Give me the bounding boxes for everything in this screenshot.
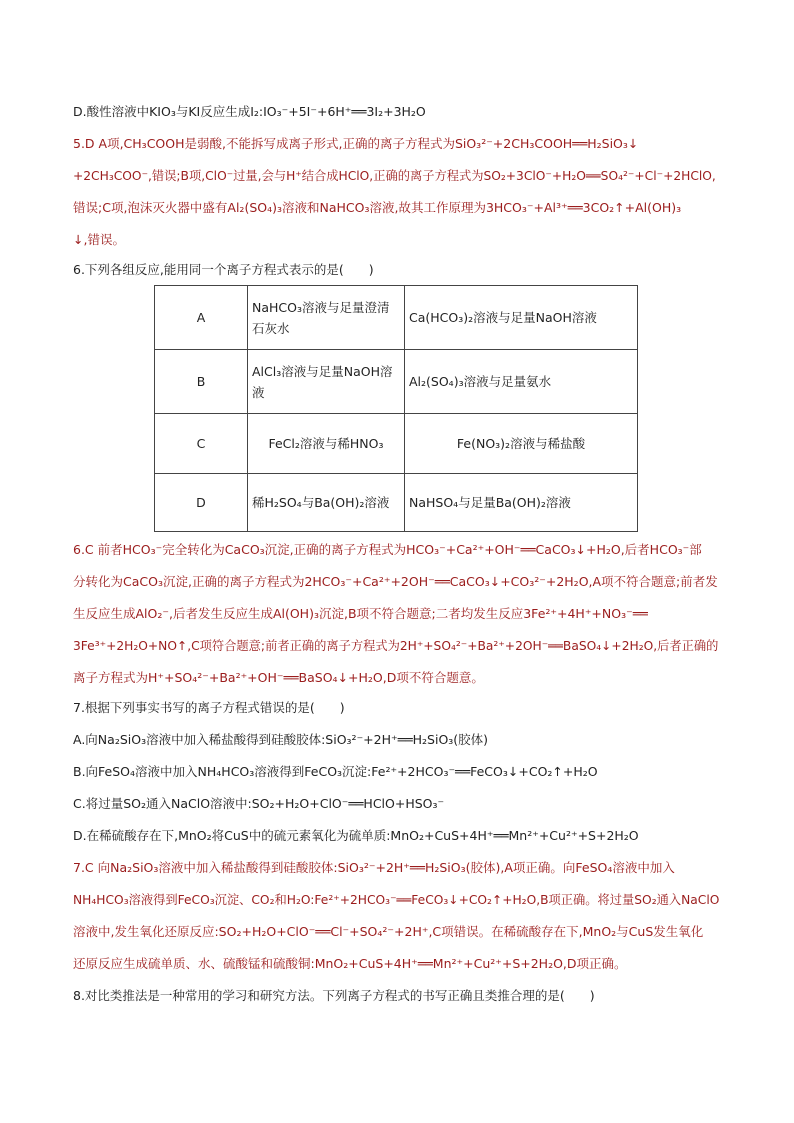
table-row (155, 350, 638, 414)
answer-6-line-1: 6.C 前者HCO₃⁻完全转化为CaCO₃沉淀,正确的离子方程式为HCO₃⁻+Ca²⁺+OH⁻══CaCO₃↓+H₂O,后者HCO₃⁻部 (73, 542, 702, 557)
question-6-stem: 6.下列各组反应,能用同一个离子方程式表示的是( ) (73, 262, 374, 277)
question-7-option-d: D.在稀硫酸存在下,MnO₂将CuS中的硫元素氧化为硫单质:MnO₂+CuS+4H⁺══Mn²⁺+Cu²⁺+S+2H₂O (73, 828, 639, 843)
option-label: C (155, 414, 248, 474)
option-reaction-1: NaHCO₃溶液与足量澄清石灰水 (248, 286, 405, 350)
question-8-stem: 8.对比类推法是一种常用的学习和研究方法。下列离子方程式的书写正确且类推合理的是( ) (73, 988, 595, 1003)
option-label: A (155, 286, 248, 350)
question-7-option-a: A.向Na₂SiO₃溶液中加入稀盐酸得到硅酸胶体:SiO₃²⁻+2H⁺══H₂SiO₃(胶体) (73, 732, 489, 747)
answer-6-line-2: 分转化为CaCO₃沉淀,正确的离子方程式为2HCO₃⁻+Ca²⁺+2OH⁻══CaCO₃↓+CO₃²⁻+2H₂O,A项不符合题意;前者发 (73, 574, 718, 589)
answer-6-line-5: 离子方程式为H⁺+SO₄²⁻+Ba²⁺+OH⁻══BaSO₄↓+H₂O,D项不符合题意。 (73, 670, 484, 685)
answer-6-line-3: 生反应生成AlO₂⁻,后者发生反应生成Al(OH)₃沉淀,B项不符合题意;二者均发生反应3Fe²⁺+4H⁺+NO₃⁻══ (73, 606, 648, 621)
answer-5-line-4: ↓,错误。 (73, 232, 125, 247)
answer-7-line-1: 7.C 向Na₂SiO₃溶液中加入稀盐酸得到硅酸胶体:SiO₃²⁻+2H⁺══H₂SiO₃(胶体),A项正确。向FeSO₄溶液中加入 (73, 860, 675, 875)
option-reaction-1: 稀H₂SO₄与Ba(OH)₂溶液 (248, 474, 405, 532)
option-reaction-2: Al₂(SO₄)₃溶液与足量氨水 (405, 350, 638, 414)
question-7-option-b: B.向FeSO₄溶液中加入NH₄HCO₃溶液得到FeCO₃沉淀:Fe²⁺+2HCO₃⁻══FeCO₃↓+CO₂↑+H₂O (73, 764, 598, 779)
option-reaction-2: Ca(HCO₃)₂溶液与足量NaOH溶液 (405, 286, 638, 350)
table-row (155, 414, 638, 474)
answer-7-line-2: NH₄HCO₃溶液得到FeCO₃沉淀、CO₂和H₂O:Fe²⁺+2HCO₃⁻══FeCO₃↓+CO₂↑+H₂O,B项正确。将过量SO₂通入NaClO (73, 893, 720, 907)
option-reaction-2: NaHSO₄与足量Ba(OH)₂溶液 (405, 474, 638, 532)
question-6-options-table (154, 285, 638, 532)
answer-7-line-3: 溶液中,发生氧化还原反应:SO₂+H₂O+ClO⁻══Cl⁻+SO₄²⁻+2H⁺,C项错误。在稀硫酸存在下,MnO₂与CuS发生氧化 (73, 924, 704, 939)
option-reaction-1: FeCl₂溶液与稀HNO₃ (248, 414, 405, 474)
question-7-stem: 7.根据下列事实书写的离子方程式错误的是( ) (73, 700, 345, 715)
question-5-option-d: D.酸性溶液中KIO₃与KI反应生成I₂:IO₃⁻+5I⁻+6H⁺══3I₂+3H₂O (73, 104, 426, 119)
answer-6-line-4: 3Fe³⁺+2H₂O+NO↑,C项符合题意;前者正确的离子方程式为2H⁺+SO₄²⁻+Ba²⁺+2OH⁻══BaSO₄↓+2H₂O,后者正确的 (73, 639, 719, 653)
table-row (155, 474, 638, 532)
answer-7-line-4: 还原反应生成硫单质、水、硫酸锰和硫酸铜:MnO₂+CuS+4H⁺══Mn²⁺+Cu²⁺+S+2H₂O,D项正确。 (73, 956, 627, 971)
answer-5-line-2: +2CH₃COO⁻,错误;B项,ClO⁻过量,会与H⁺结合成HClO,正确的离子方程式为SO₂+3ClO⁻+H₂O══SO₄²⁻+Cl⁻+2HClO, (73, 169, 716, 183)
option-label: B (155, 350, 248, 414)
option-reaction-1: AlCl₃溶液与足量NaOH溶液 (248, 350, 405, 414)
table-row (155, 286, 638, 350)
option-reaction-2: Fe(NO₃)₂溶液与稀盐酸 (405, 414, 638, 474)
answer-5-line-1: 5.D A项,CH₃COOH是弱酸,不能拆写成离子形式,正确的离子方程式为SiO₃²⁻+2CH₃COOH══H₂SiO₃↓ (73, 136, 639, 151)
answer-5-line-3: 错误;C项,泡沫灭火器中盛有Al₂(SO₄)₃溶液和NaHCO₃溶液,故其工作原理为3HCO₃⁻+Al³⁺══3CO₂↑+Al(OH)₃ (73, 200, 682, 215)
question-7-option-c: C.将过量SO₂通入NaClO溶液中:SO₂+H₂O+ClO⁻══HClO+HSO₃⁻ (73, 796, 445, 811)
option-label: D (155, 474, 248, 532)
